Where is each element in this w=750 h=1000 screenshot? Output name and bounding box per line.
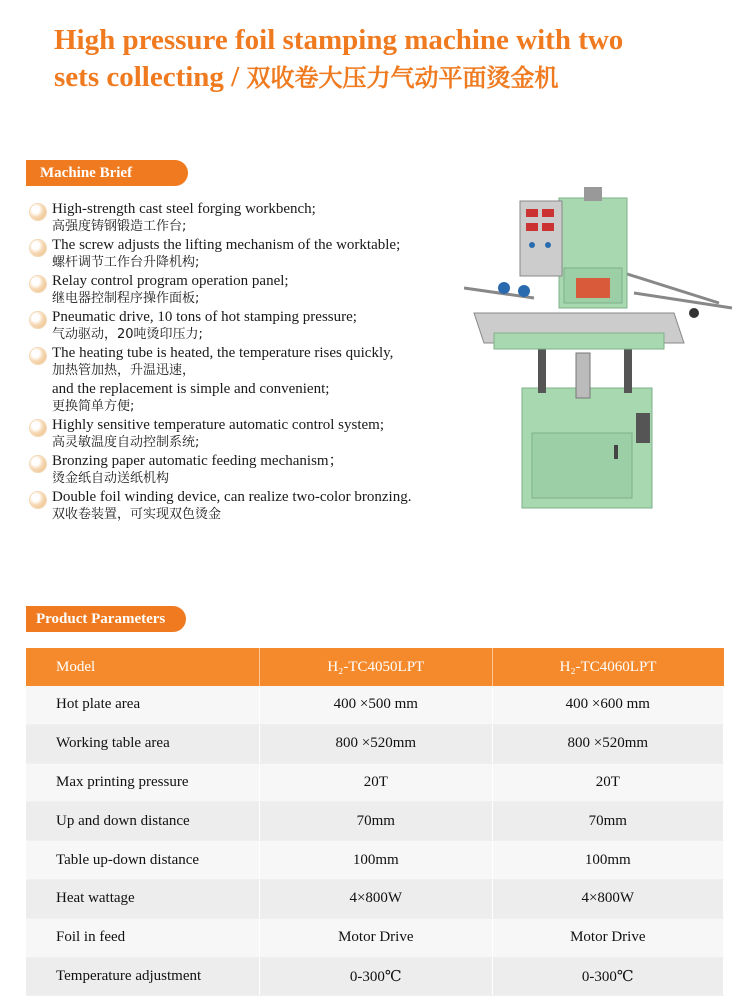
brief-item — [30, 272, 490, 308]
row-label: Hot plate area — [26, 686, 260, 724]
row-label: Up and down distance — [26, 802, 260, 841]
cell-value: Motor Drive — [260, 918, 493, 957]
brief-line: 高强度铸钢锻造工作台; — [52, 219, 187, 234]
table-row — [26, 957, 724, 996]
cell-value: 100mm — [260, 841, 493, 880]
cell-value: 400 ×500 mm — [260, 686, 493, 724]
column-header: H₂-TC4060LPT — [492, 648, 723, 686]
brief-line: 气动驱动，20吨烫印压力; — [52, 327, 203, 342]
row-label: Table up-down distance — [26, 841, 260, 880]
column-header: Model — [26, 648, 260, 686]
machine-photo — [464, 183, 734, 513]
column-header: H₂-TC4050LPT — [260, 648, 493, 686]
bullet-icon — [30, 204, 46, 220]
row-label: Working table area — [26, 724, 260, 763]
bullet-icon — [30, 348, 46, 364]
cell-value: 4×800W — [492, 879, 723, 918]
brief-item — [30, 452, 490, 488]
table-header-row — [26, 648, 724, 686]
cell-value: 20T — [492, 763, 723, 802]
brief-line: Relay control program operation panel; — [52, 273, 289, 289]
machine-brief-list — [30, 200, 490, 524]
cell-value: 100mm — [492, 841, 723, 880]
bullet-icon — [30, 456, 46, 472]
bullet-icon — [30, 240, 46, 256]
brief-line: 螺杆调节工作台升降机构; — [52, 255, 200, 270]
table-row — [26, 879, 724, 918]
brief-item — [30, 308, 490, 344]
brief-item — [30, 416, 490, 452]
title-line-1: High pressure foil stamping machine with two — [54, 24, 624, 56]
brief-line: Highly sensitive temperature automatic control system; — [52, 417, 384, 433]
bullet-icon — [30, 420, 46, 436]
cell-value: 800 ×520mm — [492, 724, 723, 763]
brief-item — [30, 236, 490, 272]
brief-item — [30, 488, 490, 524]
bullet-icon — [30, 276, 46, 292]
table-row — [26, 724, 724, 763]
brief-line: and the replacement is simple and convenient; — [52, 381, 330, 397]
brief-line: Bronzing paper automatic feeding mechanism； — [52, 453, 344, 469]
product-parameters-heading: Product Parameters — [26, 606, 186, 632]
title-line-2-en: sets collecting / — [54, 61, 247, 93]
brief-line: 加热管加热，升温迅速， — [52, 363, 196, 378]
brief-line: 继电器控制程序操作面板; — [52, 291, 200, 306]
row-label: Heat wattage — [26, 879, 260, 918]
brief-line: Pneumatic drive, 10 tons of hot stamping pressure; — [52, 309, 357, 325]
cell-value: 70mm — [260, 802, 493, 841]
cell-value: 400 ×600 mm — [492, 686, 723, 724]
cell-value: 800 ×520mm — [260, 724, 493, 763]
brief-line: 双收卷装置，可实现双色烫金 — [52, 507, 222, 522]
brief-line: The heating tube is heated, the temperature rises quickly, — [52, 345, 394, 361]
cell-value: 4×800W — [260, 879, 493, 918]
cell-value: Motor Drive — [492, 918, 723, 957]
brief-line: Double foil winding device, can realize two-color bronzing. — [52, 489, 412, 505]
table-row — [26, 686, 724, 724]
brief-line: 更换简单方便; — [52, 399, 135, 414]
cell-value: 20T — [260, 763, 493, 802]
title-line-2-zh: 双收卷大压力气动平面烫金机 — [246, 64, 559, 92]
brief-line: 烫金纸自动送纸机构 — [52, 471, 170, 486]
brief-item — [30, 344, 490, 416]
row-label: Temperature adjustment — [26, 957, 260, 996]
table-row — [26, 918, 724, 957]
brief-line: High-strength cast steel forging workbench; — [52, 201, 316, 217]
table-row — [26, 841, 724, 880]
cell-value: 0-300℃ — [260, 957, 493, 996]
brief-line: 高灵敏温度自动控制系统; — [52, 435, 200, 450]
bullet-icon — [30, 492, 46, 508]
page-title — [54, 22, 744, 97]
row-label: Max printing pressure — [26, 763, 260, 802]
brief-item — [30, 200, 490, 236]
brief-line: The screw adjusts the lifting mechanism of the worktable; — [52, 237, 401, 253]
parameters-table — [26, 648, 724, 996]
row-label: Foil in feed — [26, 918, 260, 957]
cell-value: 0-300℃ — [492, 957, 723, 996]
table-row — [26, 802, 724, 841]
cell-value: 70mm — [492, 802, 723, 841]
machine-brief-heading: Machine Brief — [26, 160, 188, 186]
bullet-icon — [30, 312, 46, 328]
table-row — [26, 763, 724, 802]
